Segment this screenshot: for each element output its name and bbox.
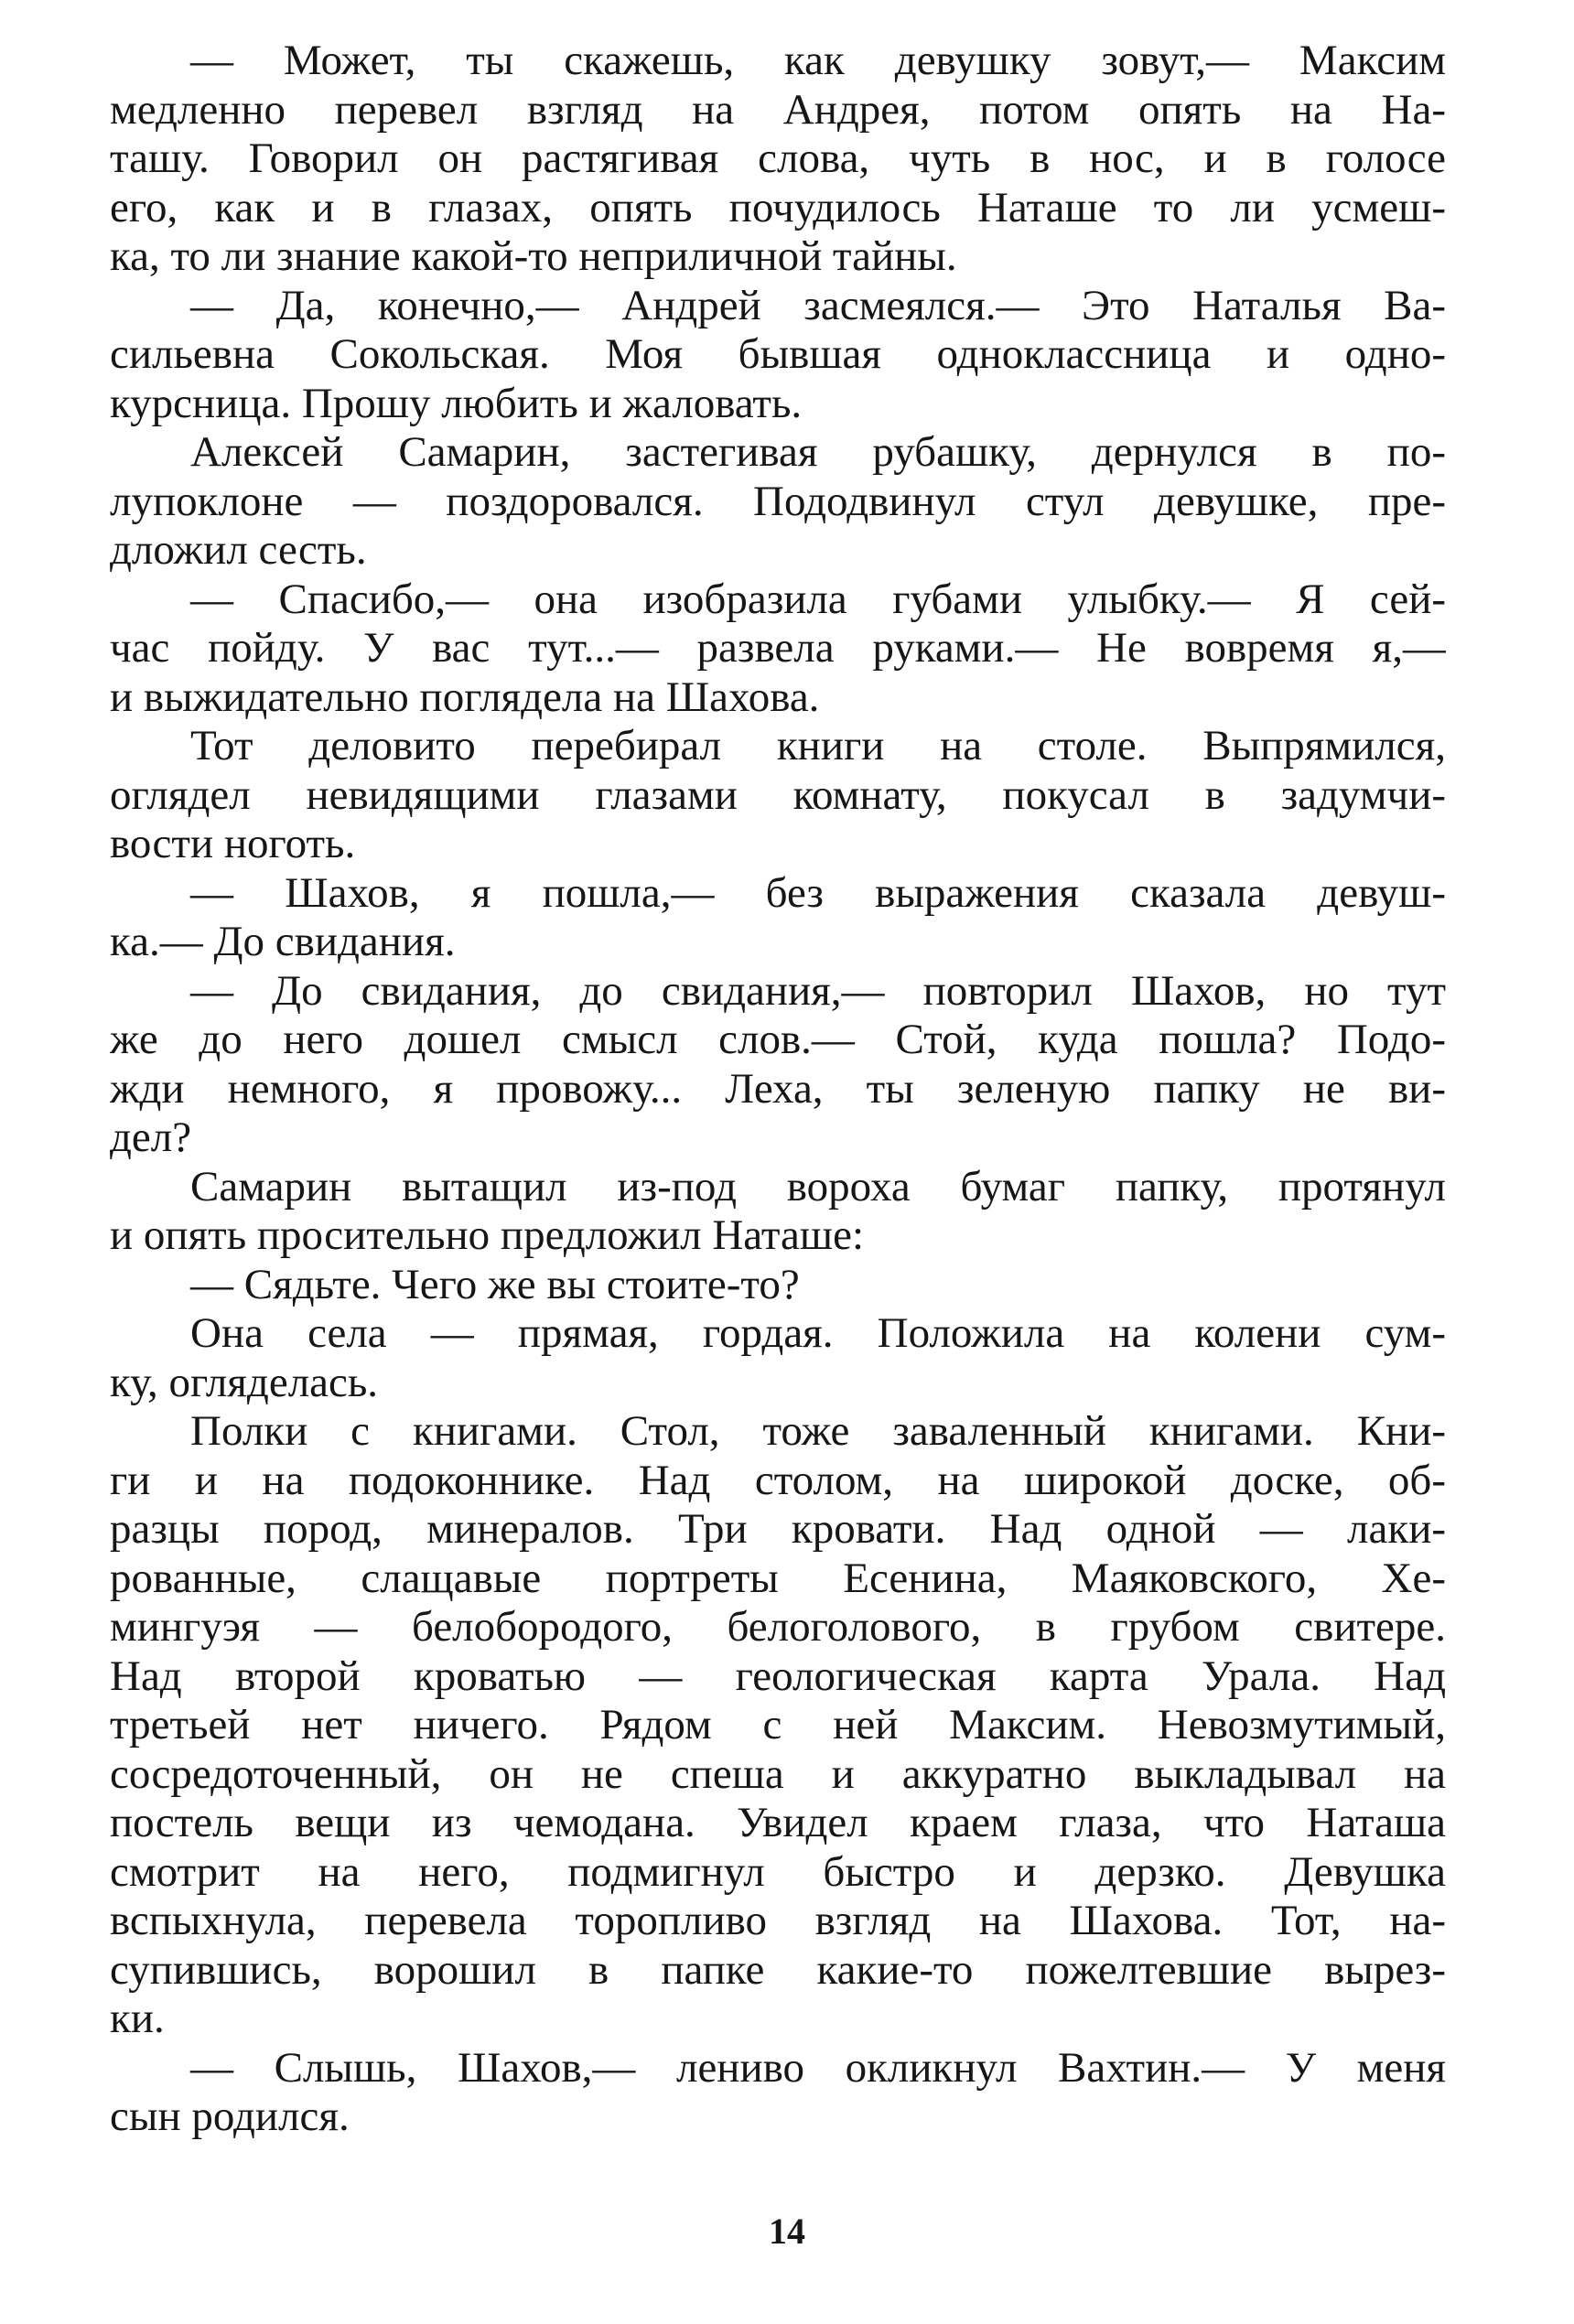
text-line: ка, то ли знание какой-то неприличной тайны. [110,232,957,280]
text-line: и опять просительно предложил Наташе: [110,1211,865,1259]
text-line: ки. [110,1995,165,2042]
text-line: — Сядьте. Чего же вы стоите-то? [190,1260,800,1308]
text-line: супившись, ворошил в папке какие-то пожелтевшие вырез- [110,1945,1446,1994]
text-line: — До свидания, до свидания,— повторил Шахов, но тут [190,966,1446,1015]
text-line: рованные, слащавые портреты Есенина, Маяковского, Хе- [110,1554,1446,1602]
text-line: — Шахов, я пошла,— без выражения сказала девуш- [190,868,1446,917]
text-line: жди немного, я провожу... Леха, ты зеленую папку не ви- [110,1064,1446,1113]
text-line: мингуэя — белобородого, белоголового, в грубом свитере. [110,1603,1446,1651]
text-line: третьей нет ничего. Рядом с ней Максим. Невозмутимый, [110,1701,1446,1748]
text-line: смотрит на него, подмигнул быстро и дерзко. Девушка [110,1847,1446,1896]
text-line: — Спасибо,— она изобразила губами улыбку.— Я сей- [190,575,1446,623]
text-line: ги и на подоконнике. Над столом, на широкой доске, об- [110,1456,1446,1504]
text-line: дложил сесть. [110,526,367,574]
text-line: разцы пород, минералов. Три кровати. Над одной — лаки- [110,1505,1446,1553]
text-line: Полки с книгами. Стол, тоже заваленный книгами. Кни- [190,1407,1446,1455]
text-line: Самарин вытащил из-под вороха бумаг папку, протянул [190,1162,1446,1210]
text-line: медленно перевел взгляд на Андрея, потом опять на На- [110,85,1446,134]
text-line: его, как и в глазах, опять почудилось Наташе то ли усмеш- [110,183,1446,231]
text-line: же до него дошел смысл слов.— Стой, куда пошла? Подо- [110,1016,1446,1063]
text-line: вости ноготь. [110,820,356,867]
text-line: сосредоточенный, он не спеша и аккуратно выкладывал на [110,1749,1446,1798]
text-line: час пойду. У вас тут...— развела руками.— Не вовремя я,— [110,624,1446,672]
text-line: ташу. Говорил он растягивая слова, чуть в нос, и в голосе [110,134,1446,182]
text-line: ка.— До свидания. [110,918,456,965]
text-line: сын родился. [110,2093,350,2140]
page-number: 14 [769,2211,805,2252]
text-line: и выжидательно поглядела на Шахова. [110,672,820,721]
text-line: постель вещи из чемодана. Увидел краем глаза, что Наташа [110,1799,1446,1846]
text-line: сильевна Сокольская. Моя бывшая одноклассница и одно- [110,330,1446,378]
text-line: — Да, конечно,— Андрей засмеялся.— Это Наталья Ва- [190,281,1446,329]
text-line: ку, огляделась. [110,1358,379,1406]
body-text [110,37,1446,2142]
text-line: оглядел невидящими глазами комнату, покусал в задумчи- [110,770,1446,819]
text-line: Тот деловито перебирал книги на столе. Выпрямился, [190,722,1446,769]
text-line: — Может, ты скажешь, как девушку зовут,— Максим [190,37,1446,84]
text-line: курсница. Прошу любить и жаловать. [110,379,803,427]
text-line: Алексей Самарин, застегивая рубашку, дернулся в по- [190,428,1446,476]
text-line: дел? [110,1114,192,1161]
text-line: Она села — прямая, гордая. Положила на колени сум- [190,1309,1446,1357]
text-line: — Слышь, Шахов,— лениво окликнул Вахтин.— У меня [190,2043,1446,2092]
text-line: вспыхнула, перевела торопливо взгляд на Шахова. Тот, на- [110,1897,1446,1944]
text-line: Над второй кроватью — геологическая карта Урала. Над [110,1652,1446,1700]
text-line: лупоклоне — поздоровался. Пододвинул стул девушке, пре- [110,477,1446,525]
